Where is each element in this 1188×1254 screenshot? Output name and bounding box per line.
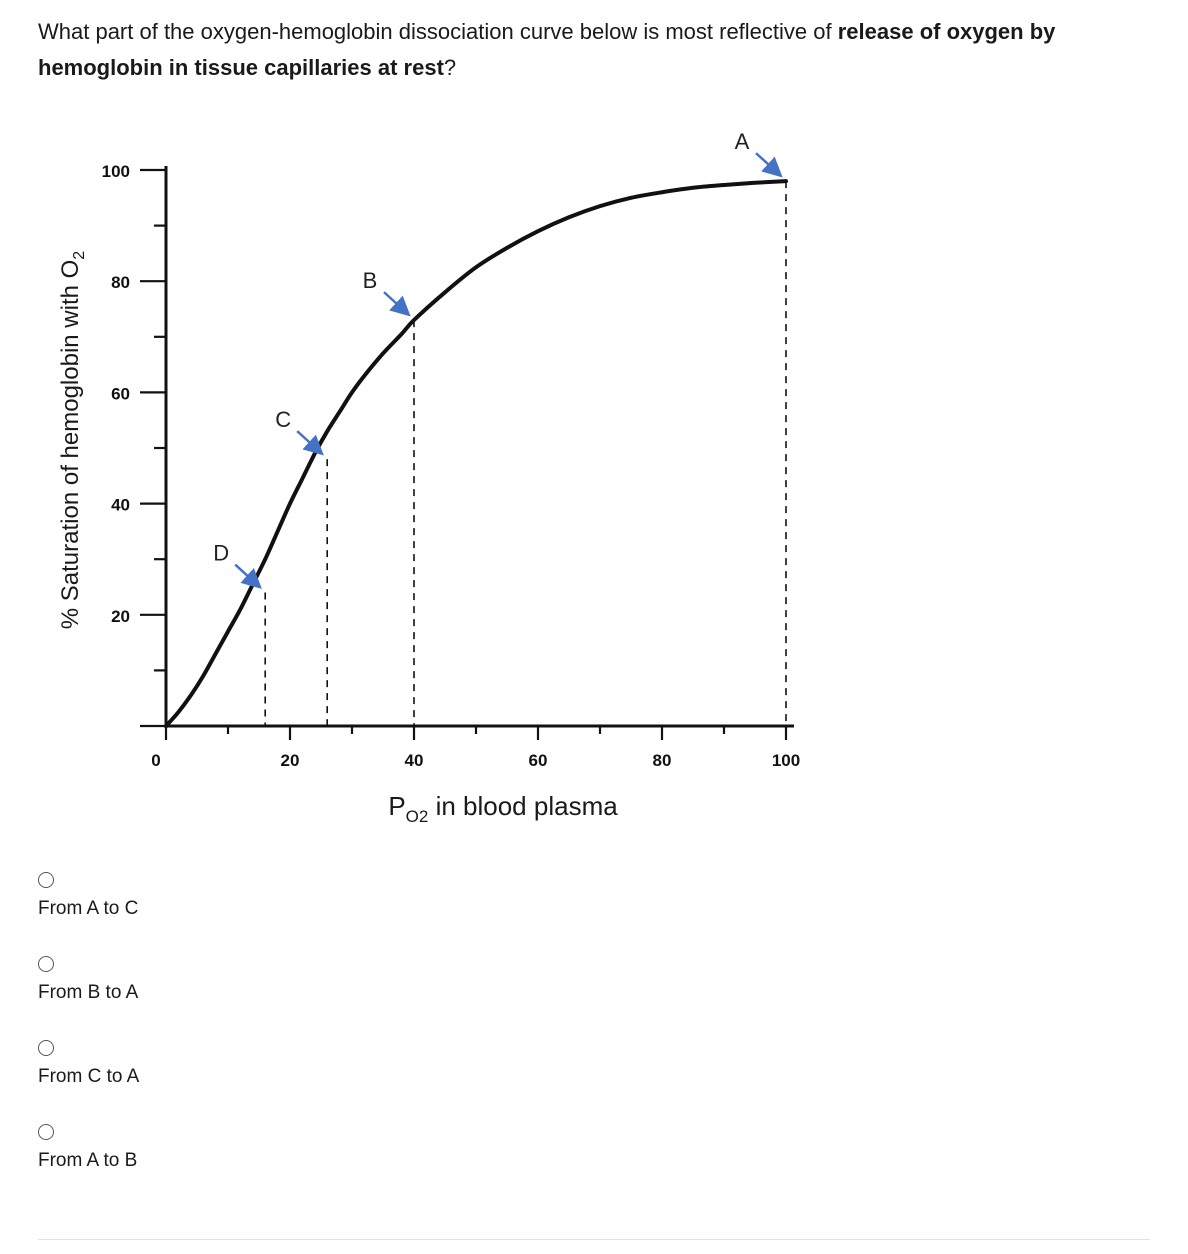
y-tick-label: 20 bbox=[111, 606, 130, 626]
option-b-to-a[interactable] bbox=[38, 952, 438, 1036]
y-tick-label: 80 bbox=[111, 273, 130, 293]
dissociation-curve bbox=[166, 181, 786, 726]
option-a-to-c[interactable] bbox=[38, 868, 438, 952]
marker-arrow-c bbox=[297, 431, 320, 452]
y-axis-label bbox=[57, 251, 88, 630]
x-tick-label: 60 bbox=[528, 751, 548, 770]
radio-button[interactable] bbox=[38, 872, 54, 888]
radio-button[interactable] bbox=[38, 1040, 54, 1056]
x-axis-label-main: P bbox=[388, 791, 406, 821]
chart-svg bbox=[0, 110, 900, 840]
x-tick-label: 0 bbox=[151, 751, 161, 770]
option-label[interactable]: From C to A bbox=[38, 1066, 140, 1087]
marker-label-d: D bbox=[213, 540, 230, 566]
y-axis-label-sub: 2 bbox=[71, 250, 88, 260]
answer-options bbox=[38, 868, 438, 1204]
marker-arrow-b bbox=[384, 292, 407, 313]
question-text bbox=[38, 14, 1158, 86]
option-a-to-b[interactable] bbox=[38, 1120, 438, 1204]
y-tick-label: 40 bbox=[111, 495, 130, 515]
option-label[interactable]: From A to B bbox=[38, 1150, 138, 1171]
question-bold: release of oxygen by hemoglobin in tissue capillaries at rest bbox=[38, 19, 1056, 80]
x-tick-label: 20 bbox=[280, 751, 300, 770]
marker-arrow-a bbox=[756, 153, 779, 174]
marker-label-b: B bbox=[362, 268, 378, 294]
x-axis-label-rest: in blood plasma bbox=[428, 791, 618, 821]
dissociation-chart bbox=[0, 110, 900, 840]
y-tick-label: 100 bbox=[101, 162, 130, 181]
y-tick-label: 60 bbox=[111, 384, 130, 404]
question-part-2: ? bbox=[443, 55, 457, 80]
marker-label-a: A bbox=[734, 129, 750, 155]
bottom-divider bbox=[38, 1239, 1150, 1240]
option-c-to-a[interactable] bbox=[38, 1036, 438, 1120]
radio-button[interactable] bbox=[38, 956, 54, 972]
marker-arrow-d bbox=[235, 565, 258, 586]
x-tick-label: 80 bbox=[652, 751, 672, 770]
question-part-1: What part of the oxygen-hemoglobin dissociation curve below is most reflective of bbox=[38, 19, 838, 44]
x-tick-label: 40 bbox=[404, 751, 424, 770]
radio-button[interactable] bbox=[38, 1124, 54, 1140]
y-axis-label-main: % Saturation of hemoglobin with O bbox=[57, 259, 84, 630]
x-axis-label-sub: O2 bbox=[405, 807, 429, 826]
x-tick-label: 100 bbox=[771, 751, 801, 770]
marker-label-c: C bbox=[275, 407, 292, 433]
x-axis-label bbox=[388, 791, 618, 826]
option-label[interactable]: From B to A bbox=[38, 982, 139, 1003]
option-label[interactable]: From A to C bbox=[38, 898, 139, 919]
